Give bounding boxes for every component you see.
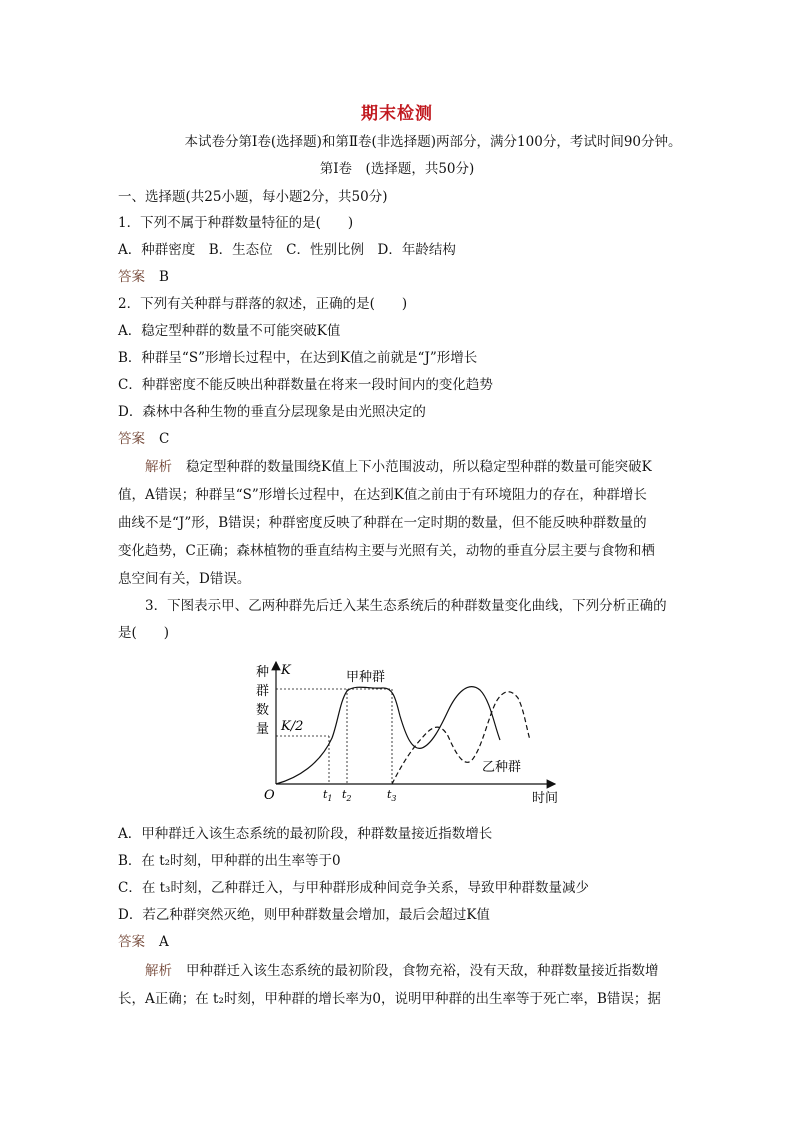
y-label-char: 群 — [256, 684, 270, 699]
answer-label: 答案 — [118, 431, 145, 447]
q3-answer — [118, 933, 169, 951]
q3-stem-line-2: 是( ) — [118, 625, 170, 641]
q2-analysis-line-1: 解析 稳定型种群的数量围绕K值上下小范围波动，所以稳定型种群的数量可能突破K — [145, 459, 652, 475]
q3-stem-line-1: 3．下图表示甲、乙两种群先后迁入某生态系统后的种群数量变化曲线，下列分析正确的 — [145, 598, 667, 614]
series-jia-label: 甲种群 — [346, 670, 386, 685]
page-title: 期末检测 — [361, 104, 433, 124]
answer-value: A — [159, 934, 169, 950]
answer-label: 答案 — [118, 934, 145, 950]
t3-label: $t_3$ — [387, 788, 397, 803]
q3-analysis-line-1: 解析 甲种群迁入该生态系统的最初阶段，食物充裕，没有天敌，种群数量接近指数增 — [145, 963, 659, 979]
population-curve-figure — [250, 656, 580, 808]
k-label: K — [281, 663, 291, 678]
q2-analysis-line-3: 曲线不是“J”形，B错误；种群密度反映了种群在一定时期的数量，但不能反映种群数量的 — [118, 515, 647, 531]
section-title: 第Ⅰ卷 (选择题，共50分) — [319, 161, 475, 177]
analysis-label: 解析 — [145, 459, 172, 475]
q3-option-d: D．若乙种群突然灭绝，则甲种群数量会增加，最后会超过K值 — [118, 907, 490, 923]
y-label-char: 种 — [256, 665, 270, 680]
q2-analysis-line-2: 值，A错误；种群呈“S”形增长过程中，在达到K值之前由于有环境阻力的存在，种群增长 — [118, 487, 647, 503]
q3-option-a: A．甲种群迁入该生态系统的最初阶段，种群数量接近指数增长 — [118, 826, 493, 842]
answer-value: B — [159, 269, 169, 285]
series-jia-curve — [276, 687, 500, 784]
q3-option-b: B．在 t₂时刻，甲种群的出生率等于0 — [118, 853, 341, 869]
q2-option-b: B．种群呈“S”形增长过程中，在达到K值之前就是“J”形增长 — [118, 350, 478, 366]
q3-analysis-line-2: 长，A正确；在 t₂时刻，甲种群的增长率为0，说明甲种群的出生率等于死亡率，B错误；据 — [118, 991, 661, 1007]
y-label-char: 量 — [256, 722, 270, 737]
q1-options: A．种群密度 B．生态位 C．性别比例 D．年龄结构 — [118, 242, 456, 258]
analysis-label: 解析 — [145, 963, 172, 979]
q2-answer — [118, 430, 169, 448]
series-yi-label: 乙种群 — [482, 760, 522, 775]
t1-label: $t_1$ — [323, 788, 333, 803]
q2-option-c: C．种群密度不能反映出种群数量在将来一段时间内的变化趋势 — [118, 377, 493, 393]
q1-stem: 1．下列不属于种群数量特征的是( ) — [118, 215, 354, 231]
k-half-label: K/2 — [281, 719, 304, 734]
y-label-char: 数 — [256, 703, 270, 718]
answer-value: C — [159, 431, 170, 447]
q2-stem: 2．下列有关种群与群落的叙述，正确的是( ) — [118, 296, 408, 312]
t2-label: $t_2$ — [342, 788, 352, 803]
q3-option-c: C．在 t₃时刻，乙种群迁入，与甲种群形成种间竞争关系，导致甲种群数量减少 — [118, 880, 589, 896]
part-heading: 一、选择题(共25小题，每小题2分，共50分) — [118, 189, 388, 205]
x-axis-label: 时间 — [532, 791, 559, 806]
q1-answer — [118, 268, 169, 286]
origin-label: O — [264, 788, 275, 803]
q2-option-a: A．稳定型种群的数量不可能突破K值 — [118, 323, 341, 339]
q2-option-d: D．森林中各种生物的垂直分层现象是由光照决定的 — [118, 404, 426, 420]
answer-label: 答案 — [118, 269, 145, 285]
intro-text: 本试卷分第Ⅰ卷(选择题)和第Ⅱ卷(非选择题)两部分，满分100分，考试时间90分钟。 — [184, 134, 682, 150]
q2-analysis-line-5: 息空间有关，D错误。 — [118, 571, 251, 587]
q2-analysis-line-4: 变化趋势，C正确；森林植物的垂直结构主要与光照有关，动物的垂直分层主要与食物和栖 — [118, 543, 655, 559]
